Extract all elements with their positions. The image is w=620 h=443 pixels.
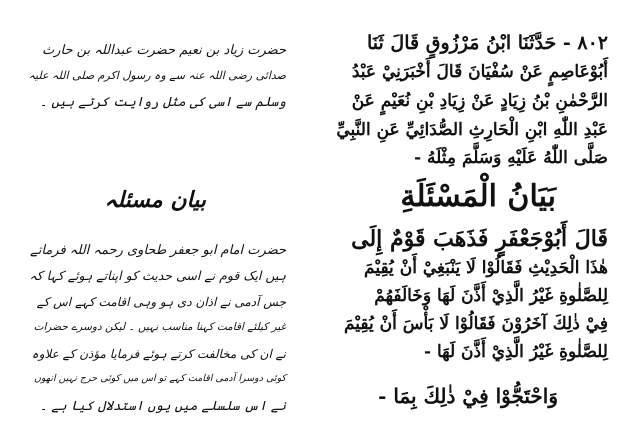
hadith-line-2: أَبُوْعَاصِمٍ عَنْ سُفْيَانَ قَالَ أَخْبَرَنِيْ عَبْدُ	[351, 62, 608, 82]
translation-line-2: صدائی رضی اللہ عنہ سے وہ رسول اکرم صلی اللہ علیہ	[28, 69, 286, 82]
explanation-line-4: غیر کیلئے اقامت کہنا مناسب نہیں ۔ لیکن دوسرے حضرات	[33, 321, 286, 333]
section-heading-arabic: بَيَانُ الْمَسْئَلَةِ	[400, 179, 556, 214]
section-heading-urdu: بیان مسئلہ	[104, 188, 206, 213]
explanation-line-5: نے ان کی مخالفت کرتے ہوئے فرمایا مؤذن کے علاوہ	[31, 347, 286, 361]
hadith-line-4: عَبْدِ اللّٰهِ ابْنِ الْحَارِثِ الصُّدَائِيِّ عَنِ النَّبِيِّ	[336, 120, 608, 140]
explanation-line-2: ہیں ایک قوم نے اسی حدیث کو اپناتے ہوئے کہا کہ	[29, 268, 286, 283]
explanation-line-7: نے اس سلسلے میں یوں استدلال کیا ہے ۔	[39, 399, 286, 414]
translation-line-3: وسلم سے اسی کی مثل روایت کرتے ہیں ۔	[39, 95, 286, 110]
hadith-line-3: الرَّحْمٰنِ بْنُ زِيَادٍ عَنْ زِيَادِ بْنِ نُعَيْمٍ عَنْ	[351, 91, 608, 111]
discussion-line-4: فِيْ ذٰلِكَ آخَرُوْنَ فَقَالُوْا لَا بَأْسَ أَنْ يُقِيْمَ	[343, 314, 608, 334]
closing-line: وَاحْتَجُّوْا فِيْ ذٰلِكَ بِمَا -	[378, 384, 558, 408]
hadith-line-1: ۸۰۲ - حَدَّثَنَا ابْنُ مَرْزُوقٍ قَالَ ثَنَا	[367, 32, 608, 54]
discussion-line-3: لِلصَّلٰوةِ غَيْرُ الَّذِيْ أَذَّنَ لَهَا وَخَالَفَهُمْ	[374, 286, 608, 306]
explanation-line-6: کوئی دوسرا آدمی اقامت کہے تو اس میں کوئی حرج نہیں انھوں	[34, 373, 286, 384]
explanation-line-3: جس آدمی نے اذان دی ہو وہی اقامت کہے اس کے	[36, 295, 286, 309]
discussion-line-1: قَالَ أَبُوْجَعْفَرٍ فَذَهَبَ قَوْمٌ إِلَى	[351, 226, 608, 252]
hadith-line-5: صَلَّى اللّٰهُ عَلَيْهِ وَسَلَّمَ مِثْلَهُ -	[414, 148, 608, 168]
translation-line-1: حضرت زیاد بن نعیم حضرت عبداللہ بن حارث	[41, 43, 286, 58]
explanation-line-1: حضرت امام ابو جعفر طحاوی رحمہ اللہ فرماتے	[30, 243, 286, 258]
discussion-line-2: هٰذَا الْحَدِيْثِ فَقَالُوْا لَا يَنْبَغِيْ أَنْ يُقِيْمَ	[364, 258, 608, 278]
discussion-line-5: لِلصَّلٰوةِ غَيْرُ الَّذِيْ أَذَّنَ لَهَا -	[423, 342, 608, 362]
